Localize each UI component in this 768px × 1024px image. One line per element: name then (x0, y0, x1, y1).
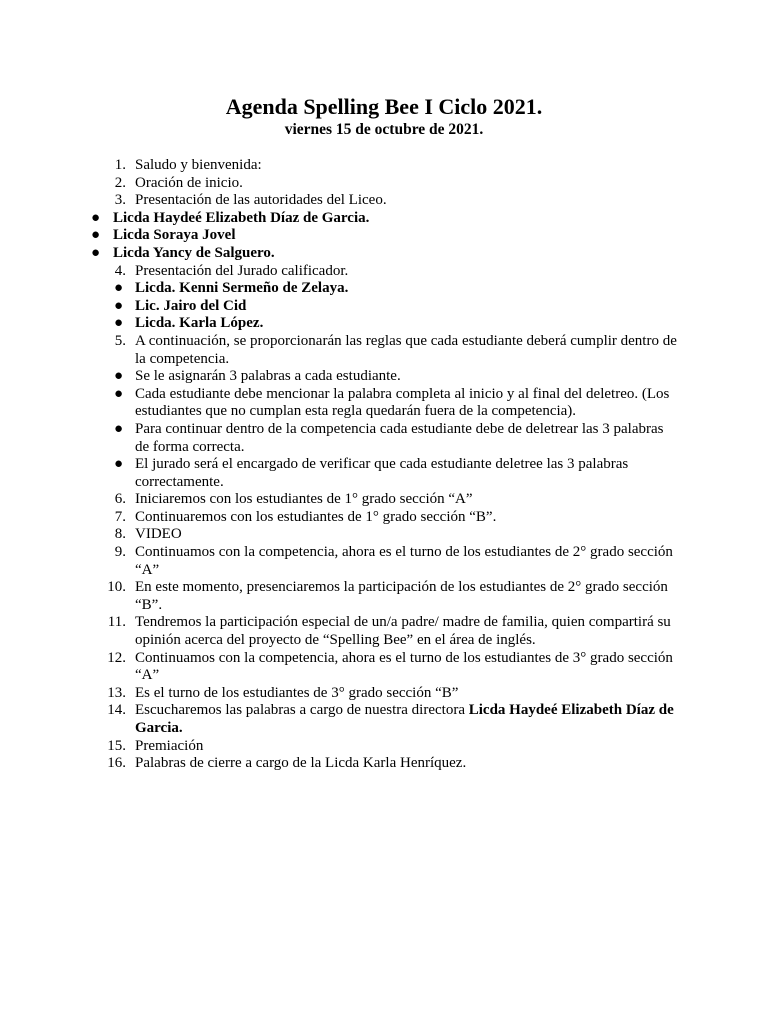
agenda-item (0, 614, 768, 649)
item-number: 2. (114, 174, 126, 191)
agenda-list (0, 157, 768, 773)
agenda-item (0, 526, 768, 544)
item-number: 13. (107, 684, 126, 701)
item-text: Escucharemos las palabras a cargo de nuestra directora (135, 702, 469, 719)
item-text: Premiación (135, 737, 204, 754)
bullet-icon: ● (113, 385, 123, 402)
item-text: En este momento, presenciaremos la participación de los estudiantes de 2° grado sección “B”. (135, 579, 668, 613)
item-text: Licda. Kenni Sermeño de Zelaya. (135, 280, 349, 297)
bullet-icon: ● (113, 315, 123, 332)
item-text: Cada estudiante debe mencionar la palabra completa al inicio y al final del deletreo. (Los estudiantes que no cumplan esta regla quedarán fuera de la competencia). (135, 385, 670, 420)
agenda-item (0, 738, 768, 756)
item-text: Continuamos con la competencia, ahora es el turno de los estudiantes de 2° grado sección “A” (135, 544, 673, 578)
item-text: Oración de inicio. (135, 174, 243, 191)
item-text: Tendremos la participación especial de un/a padre/ madre de familia, quien compartirá su opinión acerca del proyecto de “Spelling Bee” en el área de inglés. (135, 614, 671, 649)
agenda-bullet-item (0, 280, 768, 298)
agenda-item (0, 192, 768, 210)
agenda-item (0, 544, 768, 579)
item-text: Presentación de las autoridades del Liceo. (135, 192, 387, 209)
bullet-icon: ● (90, 227, 100, 244)
agenda-bullet-item (0, 315, 768, 333)
item-number: 15. (107, 737, 126, 754)
item-number: 14. (107, 702, 126, 719)
item-number: 12. (107, 649, 126, 666)
bullet-icon: ● (90, 209, 100, 226)
item-number: 9. (114, 544, 126, 561)
item-text: Licda. Karla López. (135, 315, 264, 332)
item-text: Presentación del Jurado calificador. (135, 262, 349, 279)
bullet-icon: ● (113, 420, 123, 437)
item-text: Licda Yancy de Salguero. (113, 244, 275, 261)
item-text: Palabras de cierre a cargo de la Licda Karla Henríquez. (135, 755, 467, 772)
item-text: El jurado será el encargado de verificar que cada estudiante deletree las 3 palabras correctamente. (135, 456, 629, 490)
agenda-bullet-item (0, 227, 768, 245)
agenda-item (0, 157, 768, 175)
item-text: A continuación, se proporcionarán las reglas que cada estudiante deberá cumplir dentro de la competencia. (135, 332, 677, 367)
item-text: Saludo y bienvenida: (135, 157, 262, 173)
item-number: 16. (107, 755, 126, 772)
agenda-bullet-item (0, 298, 768, 316)
item-number: 7. (114, 508, 126, 525)
agenda-bullet-item (0, 456, 768, 491)
bullet-icon: ● (113, 456, 123, 473)
item-number: 4. (114, 262, 126, 279)
item-number: 11. (107, 614, 126, 631)
agenda-item (0, 650, 768, 685)
bullet-icon: ● (113, 368, 123, 385)
agenda-item (0, 702, 768, 737)
bullet-icon: ● (90, 244, 100, 261)
item-text: Lic. Jairo del Cid (135, 297, 247, 314)
document-title: Agenda Spelling Bee I Ciclo 2021. (225, 94, 543, 119)
item-text: Continuamos con la competencia, ahora es el turno de los estudiantes de 3° grado sección “A” (135, 649, 673, 684)
agenda-item (0, 263, 768, 281)
item-number: 3. (114, 192, 126, 209)
agenda-bullet-item (0, 245, 768, 263)
agenda-item (0, 175, 768, 193)
bullet-icon: ● (113, 280, 123, 297)
item-text: Para continuar dentro de la competencia cada estudiante debe de deletrear las 3 palabras de forma correcta. (135, 420, 664, 455)
agenda-item (0, 333, 768, 368)
item-text: VIDEO (135, 526, 182, 543)
agenda-item (0, 685, 768, 703)
bullet-icon: ● (113, 297, 123, 314)
item-number: 6. (114, 491, 126, 508)
agenda-item (0, 579, 768, 614)
agenda-item (0, 491, 768, 509)
agenda-bullet-item (0, 368, 768, 386)
agenda-item (0, 755, 768, 773)
item-text: Se le asignarán 3 palabras a cada estudiante. (135, 368, 401, 385)
item-text: Iniciaremos con los estudiantes de 1° grado sección “A” (135, 491, 473, 508)
agenda-bullet-item (0, 386, 768, 421)
item-number: 1. (114, 157, 126, 173)
item-number: 10. (107, 579, 126, 596)
item-text: Licda Soraya Jovel (113, 227, 236, 244)
document-date: viernes 15 de octubre de 2021. (284, 121, 484, 138)
item-number: 5. (114, 332, 126, 349)
item-text: Continuaremos con los estudiantes de 1° grado sección “B”. (135, 508, 497, 525)
agenda-bullet-item (0, 421, 768, 456)
item-text-bold: Licda Haydeé Elizabeth Díaz de Garcia. (135, 702, 674, 736)
agenda-bullet-item (0, 210, 768, 228)
agenda-item (0, 509, 768, 527)
item-text: Licda Haydeé Elizabeth Díaz de Garcia. (113, 209, 370, 226)
item-number: 8. (114, 526, 126, 543)
item-text: Es el turno de los estudiantes de 3° grado sección “B” (135, 684, 459, 701)
